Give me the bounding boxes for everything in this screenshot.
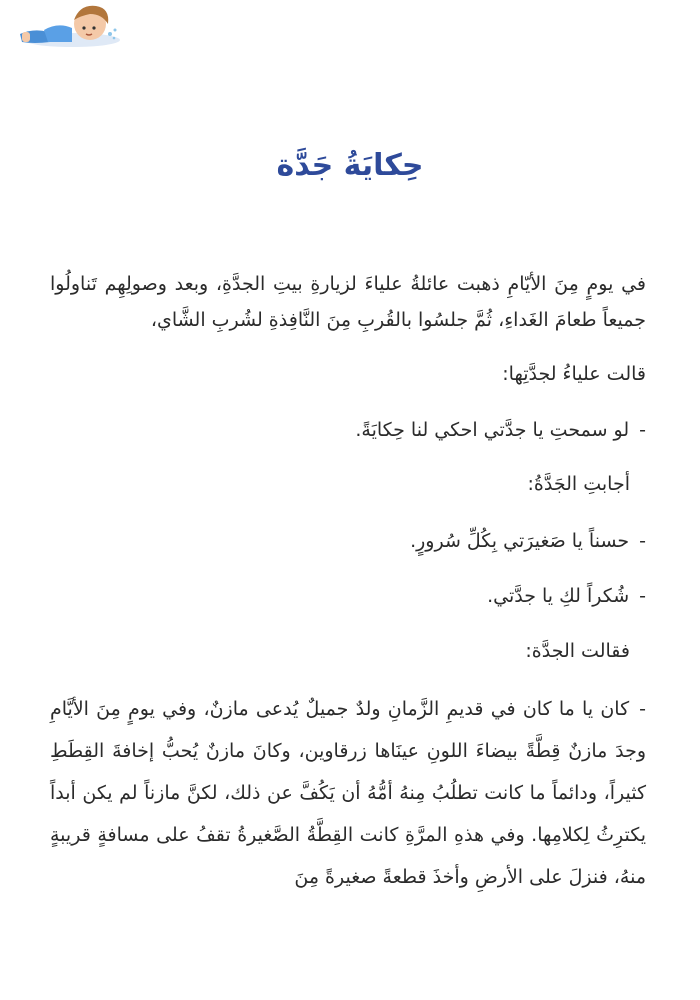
child-lying-icon bbox=[14, 0, 124, 50]
dash-marker: - bbox=[639, 698, 646, 720]
tale-text: كان يا ما كان في قديمِ الزَّمانِ ولدٌ جميلٌ يُدعى مازنٌ، وفي يومٍ مِنَ الأيَّامِ وجدَ مازنٌ قِطَّةً بيضاءَ اللونِ عينَاها زرقاوين، وكانَ مازنٌ يُحبُّ إخافةَ القِطَطِ كثيراً، ودائماً ما كانت تطلُبُ مِنهُ أمُّهُ أن يَكُفَّ عن ذلك، لكنَّ مازناً لم يكن أبداً يكترِثُ لِكلامِها. وفي هذهِ المرَّةِ كانت القِطَّةُ الصَّغيرةُ تقفُ على مسافةٍ قريبةٍ منهُ، فنزلَ على الأرضِ وأخذَ قطعةً صغيرةً مِنَ bbox=[50, 698, 646, 888]
dash-marker: - bbox=[639, 419, 646, 441]
intro-paragraph: في يومٍ مِنَ الأيّامِ ذهبت عائلةُ علياءَ لزيارةِ بيتِ الجدَّةِ، وبعد وصولِهِم تَناولُوا جميعاً طعامَ الغَداءِ، ثُمَّ جلسُوا بالقُربِ مِنَ النَّافِذةِ لشُربِ الشَّاي، bbox=[50, 273, 646, 331]
tale-paragraph bbox=[50, 688, 646, 898]
dialogue-line-alia-request bbox=[50, 412, 646, 448]
alia-said-line: قالت علياءُ لجدَّتِها: bbox=[502, 363, 646, 385]
dash-marker: - bbox=[639, 585, 646, 607]
story-title: حِكايَةُ جَدَّة bbox=[276, 148, 424, 183]
dialogue-line-grandma-accept bbox=[50, 523, 646, 559]
grandma-replied-line: أجابتِ الجَدَّةُ: bbox=[527, 473, 630, 495]
dialogue-text: لو سمحتِ يا جدَّتي احكي لنا حِكايَةً. bbox=[355, 419, 630, 441]
dialogue-text: حسناً يا صَغيرَتي بِكُلِّ سُرورٍ. bbox=[410, 530, 630, 552]
grandma-said-line: فقالت الجدَّة: bbox=[525, 640, 630, 662]
dialogue-line-alia-thanks bbox=[50, 578, 646, 614]
dialogue-text: شُكراً لكِ يا جدَّتي. bbox=[487, 585, 630, 607]
dash-marker: - bbox=[639, 530, 646, 552]
